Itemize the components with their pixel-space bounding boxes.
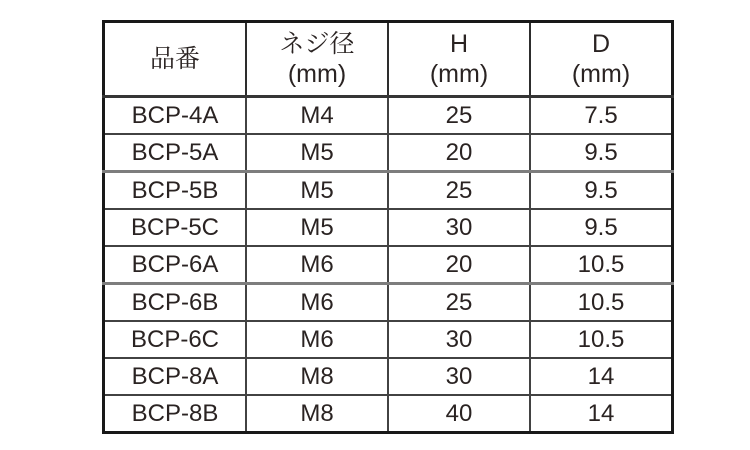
table-row (104, 321, 673, 358)
table-cell: 9.5 (530, 172, 673, 210)
table-cell: 10.5 (530, 321, 673, 358)
table-cell: BCP-5C (104, 209, 247, 246)
table-cell: 30 (388, 321, 530, 358)
table-cell: 30 (388, 358, 530, 395)
column-header-part-number (104, 22, 247, 97)
table-cell: 25 (388, 284, 530, 322)
spec-table-container (102, 20, 674, 434)
table-row (104, 209, 673, 246)
column-header-label: ネジ径 (279, 29, 355, 58)
table-row (104, 172, 673, 210)
spec-table-header (104, 22, 673, 97)
table-row (104, 358, 673, 395)
table-cell: M6 (246, 284, 388, 322)
table-cell: BCP-5B (104, 172, 247, 210)
table-cell: M6 (246, 246, 388, 284)
table-cell: M5 (246, 134, 388, 172)
column-header-diameter (530, 22, 673, 97)
table-cell: M8 (246, 358, 388, 395)
table-cell: BCP-6A (104, 246, 247, 284)
table-cell: M6 (246, 321, 388, 358)
table-row (104, 246, 673, 284)
table-cell: BCP-8A (104, 358, 247, 395)
column-header-screw-diameter (246, 22, 388, 97)
table-cell: 14 (530, 395, 673, 433)
table-cell: M8 (246, 395, 388, 433)
table-row (104, 97, 673, 135)
table-row (104, 395, 673, 433)
table-cell: 25 (388, 97, 530, 135)
table-cell: M5 (246, 172, 388, 210)
table-cell: BCP-6B (104, 284, 247, 322)
table-cell: BCP-4A (104, 97, 247, 135)
column-header-unit: (mm) (429, 60, 489, 88)
spec-table-body (104, 97, 673, 433)
table-cell: BCP-5A (104, 134, 247, 172)
table-cell: 25 (388, 172, 530, 210)
table-cell: 20 (388, 246, 530, 284)
table-cell: M5 (246, 209, 388, 246)
table-row (104, 284, 673, 322)
table-cell: 14 (530, 358, 673, 395)
header-row (104, 22, 673, 97)
spec-table (102, 20, 674, 434)
table-cell: 20 (388, 134, 530, 172)
column-header-unit: (mm) (571, 60, 631, 88)
table-row (104, 134, 673, 172)
column-header-height (388, 22, 530, 97)
table-cell: 10.5 (530, 284, 673, 322)
table-cell: 9.5 (530, 209, 673, 246)
table-cell: BCP-8B (104, 395, 247, 433)
table-cell: M4 (246, 97, 388, 135)
column-header-label: D (591, 29, 611, 58)
table-cell: 10.5 (530, 246, 673, 284)
column-header-unit: (mm) (287, 60, 347, 88)
table-cell: 30 (388, 209, 530, 246)
column-header-label: H (449, 29, 469, 58)
table-cell: 7.5 (530, 97, 673, 135)
table-cell: BCP-6C (104, 321, 247, 358)
table-cell: 40 (388, 395, 530, 433)
table-cell: 9.5 (530, 134, 673, 172)
column-header-label: 品番 (149, 44, 200, 73)
